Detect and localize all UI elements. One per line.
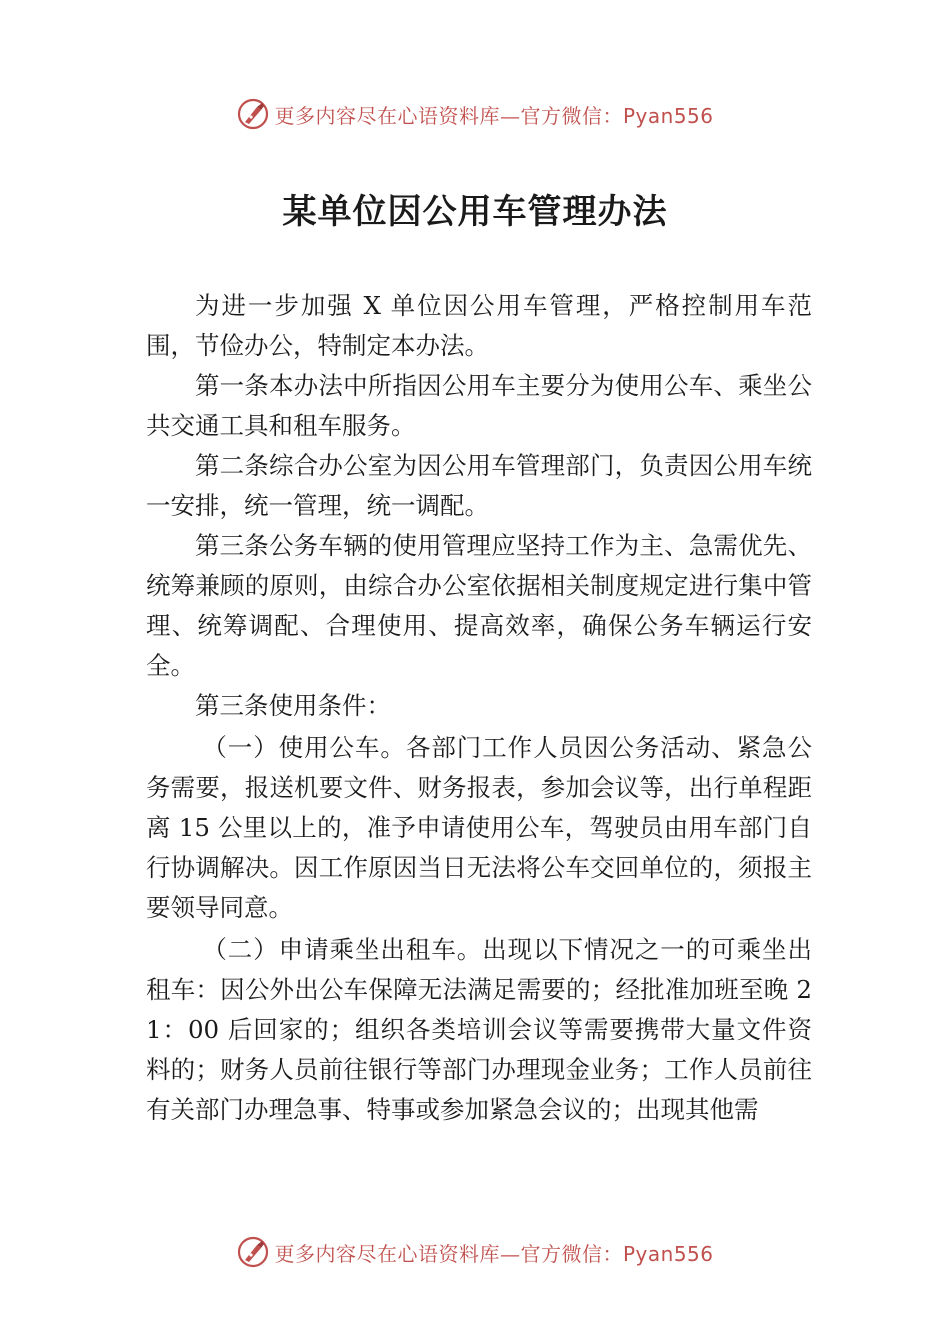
pen-nib-logo-icon [236,97,270,131]
footer-banner [0,1232,950,1272]
header-banner [0,94,950,134]
document-title: 某单位因公用车管理办法 [282,192,668,232]
paragraph-condition-2: （二）申请乘坐出租车。出现以下情况之一的可乘坐出租车：因公外出公车保障无法满足需要的；经批准加班至晚 21：00 后回家的；组织各类培训会议等需要携带大量文件资料的；财务人员前往银行等部门办理现金业务；工作人员前往有关部门办理急事、特事或参加紧急会议的；出现其他需 [146,935,812,1124]
paragraph-intro: 为进一步加强 X 单位因公用车管理，严格控制用车范围，节俭办公，特制定本办法。 [146,291,812,360]
banner-text: 更多内容尽在心语资料库—官方微信：Pyan556 [274,1241,714,1266]
banner-text: 更多内容尽在心语资料库—官方微信：Pyan556 [274,103,714,128]
wechat-id: Pyan556 [622,1241,714,1266]
wechat-id: Pyan556 [622,103,714,128]
paragraph-condition-1: （一）使用公车。各部门工作人员因公务活动、紧急公务需要，报送机要文件、财务报表，参加会议等，出行单程距离 15 公里以上的，准予申请使用公车，驾驶员由用车部门自行协调解决。因工作原因当日无法将公车交回单位的，须报主要领导同意。 [146,733,812,922]
paragraph-article-3: 第三条公务车辆的使用管理应坚持工作为主、急需优先、统筹兼顾的原则，由综合办公室依据相关制度规定进行集中管理、统筹调配、合理使用、提高效率，确保公务车辆运行安全。 [146,531,812,680]
paragraph-article-2: 第二条综合办公室为因公用车管理部门，负责因公用车统一安排，统一管理，统一调配。 [146,451,812,520]
paragraph-conditions-heading: 第三条使用条件： [195,691,391,720]
pen-nib-logo-icon [236,1235,270,1269]
paragraph-article-1: 第一条本办法中所指因公用车主要分为使用公车、乘坐公共交通工具和租车服务。 [146,371,812,440]
document-body [146,286,812,1130]
